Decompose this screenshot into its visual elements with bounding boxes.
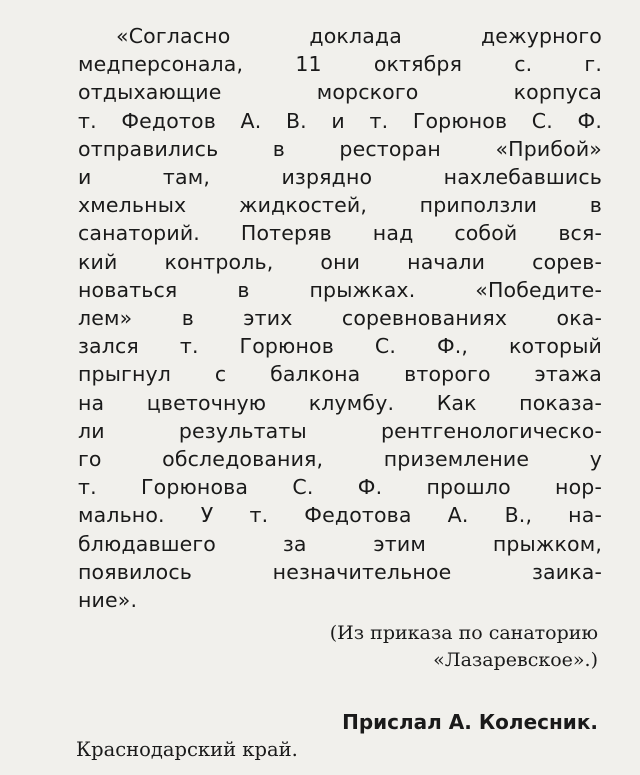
article-line: зался т. Горюнов С. Ф., который [78,334,602,359]
article-line: новаться в прыжках. «Победите- [78,277,602,302]
article-line: отдыхающие морского корпуса [78,80,602,105]
article-line: хмельных жидкостей, приползли в [78,193,602,218]
article-line: т. Федотов А. В. и т. Горюнов С. Ф. [78,108,602,133]
article-line: «Согласно доклада дежурного [116,24,602,48]
article-line: и там, изрядно нахлебавшись [78,165,602,190]
author-region: Краснодарский край. [76,738,298,762]
article-line: блюдавшего за этим прыжком, [78,531,602,556]
article-line: прыгнул с балкона второго этажа [78,362,602,387]
article-line: ние». [78,588,138,613]
source-citation [78,620,602,674]
article-line: мально. У т. Федотова А. В., на- [78,503,602,528]
article-line: санаторий. Потеряв над собой вся- [78,221,602,246]
article-body [78,22,602,614]
article-line: появилось незначительное заика- [78,559,602,584]
author-credit: Прислал А. Колесник. [342,710,598,735]
article-line: на цветочную клумбу. Как показа- [78,390,602,415]
article-line: кий контроль, они начали сорев- [78,249,602,274]
source-line: (Из приказа по санаторию [329,622,598,645]
article-line: ли результаты рентгенологическо- [78,418,602,443]
article-line: отправились в ресторан «Прибой» [78,136,602,161]
article-line: медперсонала, 11 октября с. г. [78,52,602,77]
article-line: т. Горюнова С. Ф. прошло нор- [78,475,602,500]
source-line: «Лазаревское».) [433,649,598,672]
article-line: го обследования, приземление у [78,447,602,472]
article-line: лем» в этих соревнованиях ока- [78,306,602,331]
